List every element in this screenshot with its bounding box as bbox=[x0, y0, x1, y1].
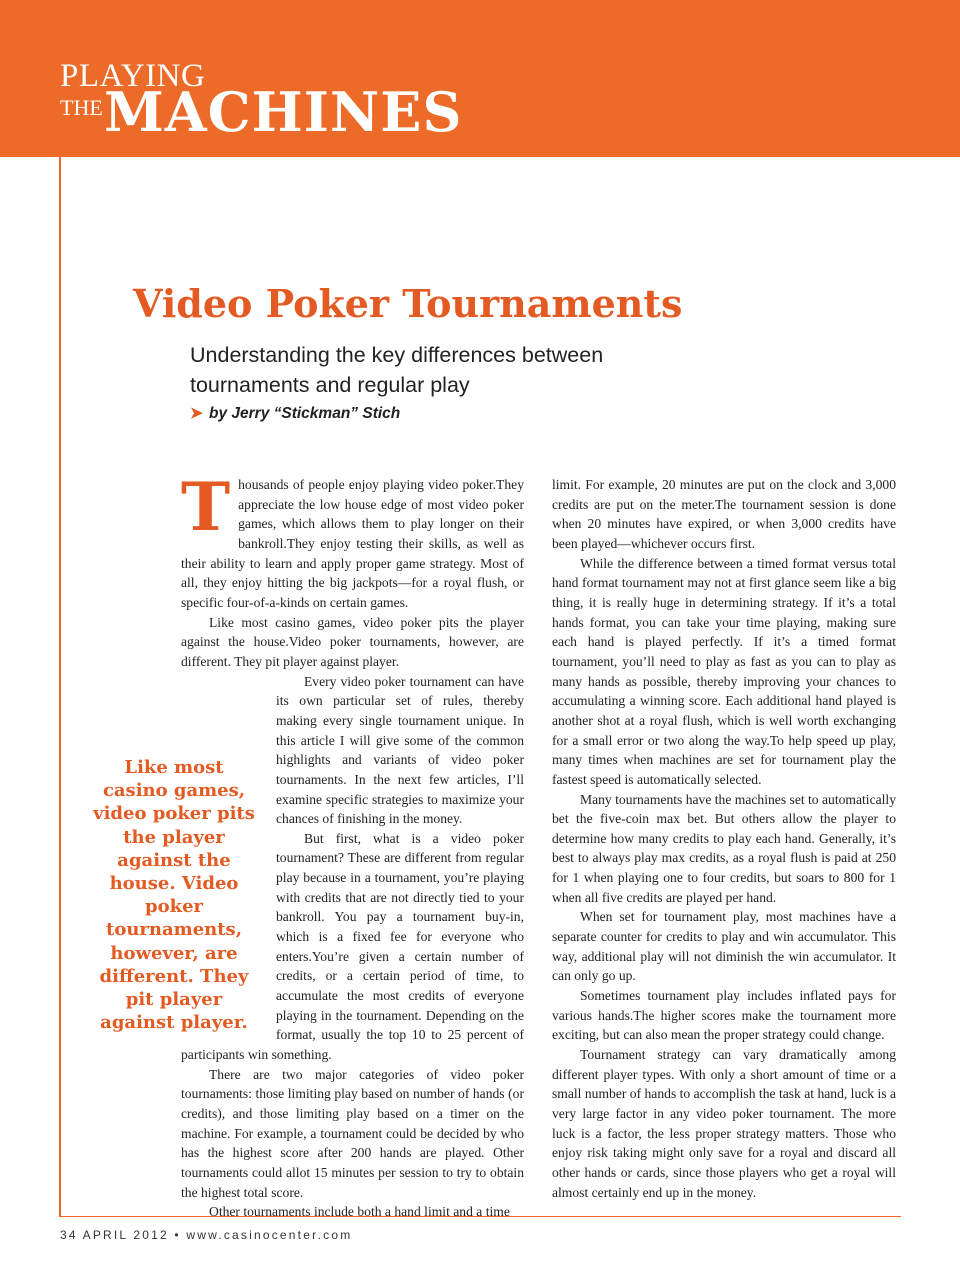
section-title-the: THE bbox=[60, 95, 103, 120]
paragraph-text: Every video poker tournament can have its own particular set of rules, thereby making every single tournament unique. In this article I will give some of the common highlights and variants of video poker tournaments. In the next few articles, I’ll examine specific strategies to maximize your chances of finishing in the money. bbox=[276, 673, 524, 827]
paragraph-text: housands of people enjoy playing video poker.They appreciate the low house edge of most video poker games, which allows them to play longer on their bankroll.They enjoy testing their skills, as well as their ability to learn and apply proper game strategy. Most of all, they enjoy hitting the big jackpots—for a royal flush, or specific four-of-a-kinds on certain games. bbox=[181, 477, 524, 610]
paragraph: Other tournaments include both a hand limit and a time bbox=[209, 1204, 510, 1220]
section-title-machines: MACHINES bbox=[104, 80, 463, 144]
frame-left-rule bbox=[59, 157, 61, 1217]
arrow-icon: ➤ bbox=[190, 405, 203, 422]
article-subtitle: Understanding the key differences between tournaments and regular play bbox=[190, 343, 604, 397]
paragraph: There are two major categories of video poker tournaments: those limiting play based on number of hands (or credits), and those limiting play based on a timer on the machine. For example, a tournament could be decided by who has the highest score after 200 hands are played. Other tournaments could allot 15 minutes per session to try to obtain the highest total score. bbox=[181, 1066, 524, 1200]
page-footer: 34 APRIL 2012 • www.casinocenter.com bbox=[60, 1228, 353, 1242]
paragraph: But first, what is a video poker tournament? These are different from regular play because in a tournament, you’re playing with credits that are not directly tied to your bankroll. You pay a tournament buy-in, which is a fixed fee for everyone who enters.You’re given a certain number of credits, or a certain period of time, to accumulate the most credits of everyone playing in the tournament. Depending on the format, usually the top 10 to 25 percent of participants win something. bbox=[181, 830, 524, 1063]
drop-cap: T bbox=[181, 468, 231, 546]
paragraph: Sometimes tournament play includes inflated pays for various hands.The higher scores make the tournament more exciting, but can also mean the proper strategy could change. bbox=[552, 988, 896, 1043]
byline-text: by Jerry “Stickman” Stich bbox=[209, 405, 401, 422]
pull-quote: Like most casino games, video poker pits the player against the house. Video poker tournaments, however, are different. They pit player against player. bbox=[93, 757, 255, 1034]
paragraph bbox=[181, 468, 524, 613]
column-2 bbox=[552, 475, 896, 1202]
paragraph: When set for tournament play, most machines have a separate counter for credits to play and win accumulator. This way, additional play will not diminish the win accumulator. It can only go up. bbox=[552, 909, 896, 984]
paragraph: Like most casino games, video poker pits the player against the house.Video poker tournaments, however, are different. They pit player against player. bbox=[181, 614, 524, 669]
paragraph: Many tournaments have the machines set to automatically bet the five-coin max bet. But others allow the player to determine how many credits to play each hand. Generally, it’s best to always play max credits, as a royal flush is paid at 250 for 1 when playing one to four credits, but soars to 800 for 1 when all five credits are played per hand. bbox=[552, 791, 896, 905]
paragraph: limit. For example, 20 minutes are put on the clock and 3,000 credits are put on the meter.The tournament session is done when 20 minutes have expired, or when 3,000 credits have been played—whichever occurs first. bbox=[552, 477, 896, 551]
byline bbox=[190, 404, 610, 423]
section-title-line1: PLAYING bbox=[60, 58, 206, 94]
paragraph: While the difference between a timed format versus total hand format tournament may not at first glance seem like a big thing, it is really huge in determining strategy. If it’s a total hands format, you can take your time playing, making sure each hand is played perfectly. If it’s a timed format tournament, you’ll need to play as fast as you can to play as many hands as possible, thereby improving your chances to accumulating a winning score. Each additional hand played is another shot at a royal flush, which is well worth exchanging for a small error or two along the way.To help speed up play, many times when machines are set for tournament play the fastest speed is automatically selected. bbox=[552, 555, 896, 787]
article-title: Video Poker Tournaments bbox=[133, 281, 683, 326]
paragraph: Tournament strategy can vary dramatically among different player types. With only a short amount of time or a small number of hands to accomplish the task at hand, luck is a very large factor in any video poker tournament. The more luck is a factor, the less proper strategy matters. Those who enjoy risk taking might only save for a royal and discard all other hands or cards, since those players who get a royal will almost certainly end up in the money. bbox=[552, 1047, 896, 1200]
